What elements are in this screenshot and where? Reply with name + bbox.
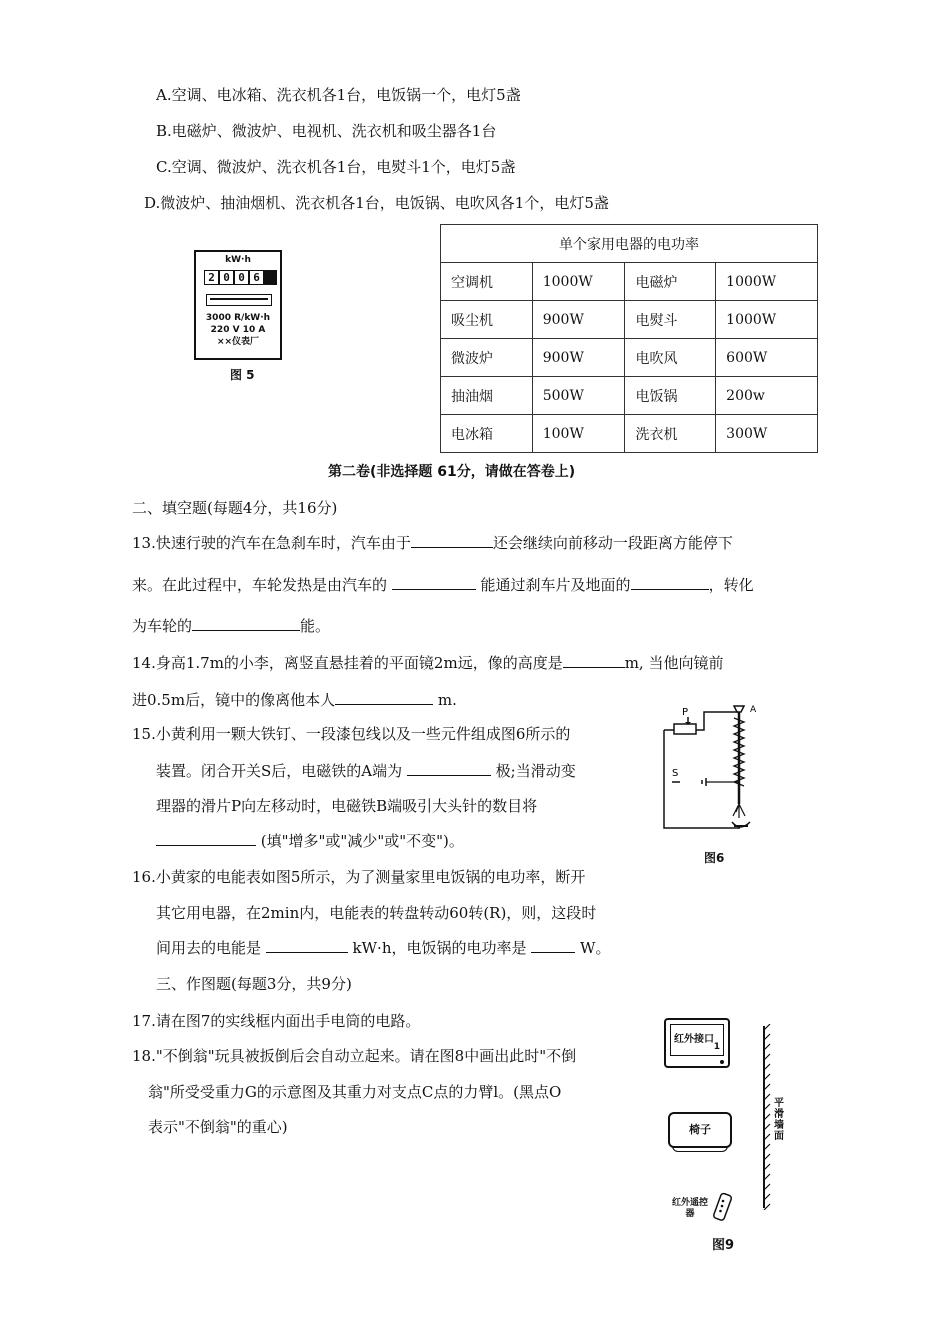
- q13-text: 13.快速行驶的汽车在急刹车时，汽车由于: [132, 534, 411, 552]
- q13-text: ，转化: [708, 576, 754, 594]
- q16-text: W。: [575, 939, 611, 957]
- table-cell: 电磁炉: [625, 263, 716, 301]
- table-cell: 电熨斗: [625, 301, 716, 339]
- q17-text: 17.请在图7的实线框内面出手电筒的电路。: [132, 1012, 421, 1030]
- fig5-meter: [194, 250, 282, 360]
- label-p: P: [682, 707, 689, 718]
- table-cell: 900W: [532, 301, 625, 339]
- answer-blank[interactable]: [266, 938, 348, 953]
- option-d: D.微波炉、抽油烟机、洗衣机各1台，电饭锅、电吹风各1个，电灯5盏: [144, 194, 609, 212]
- q13-text: 来。在此过程中，车轮发热是由汽车的: [132, 576, 392, 594]
- answer-blank[interactable]: [407, 761, 491, 776]
- answer-blank[interactable]: [192, 616, 300, 631]
- q13-line3: [132, 615, 330, 636]
- table-cell: 1000W: [716, 301, 818, 339]
- option-a: A.空调、电冰箱、洗衣机各1台，电饭锅一个，电灯5盏: [156, 86, 521, 104]
- q14-text: 14.身高1.7m的小李，离竖直悬挂着的平面镜2m远，像的高度是: [132, 654, 563, 672]
- q13-line2: [132, 574, 754, 595]
- meter-digits: [204, 270, 277, 285]
- answer-blank[interactable]: [392, 575, 476, 590]
- meter-maker: ××仪表厂: [216, 337, 260, 347]
- answer-blank[interactable]: [335, 690, 433, 705]
- table-cell: 洗衣机: [625, 415, 716, 453]
- meter-specs: [196, 312, 280, 348]
- q16-line1: 16.小黄家的电能表如图5所示，为了测量家里电饭锅的电功率，断开: [132, 868, 586, 886]
- answer-blank[interactable]: [411, 533, 493, 548]
- circuit-wire: [696, 712, 738, 730]
- pins: [733, 804, 745, 818]
- meter-spec-rev: 3000 R/kW·h: [205, 313, 271, 323]
- q15-text: 极;当滑动变: [490, 762, 576, 780]
- tv-number: 1: [713, 1042, 720, 1052]
- q15-line4: [156, 830, 464, 851]
- table-cell: 电冰箱: [441, 415, 533, 453]
- part2-header: 第二卷(非选择题 61分，请做在答卷上): [328, 464, 576, 480]
- label-s: S: [672, 768, 679, 779]
- table-cell: 900W: [532, 339, 625, 377]
- nail-head: [734, 706, 744, 712]
- table-cell: 抽油烟: [441, 377, 533, 415]
- table-cell: 微波炉: [441, 339, 533, 377]
- q15-line1: 15.小黄利用一颗大铁钉、一段漆包线以及一些元件组成图6所示的: [132, 725, 571, 743]
- table-cell: 1000W: [716, 263, 818, 301]
- rheostat: [674, 724, 696, 734]
- chair-label: 椅子: [689, 1123, 711, 1136]
- table-cell: 100W: [532, 415, 625, 453]
- table-cell: 1000W: [532, 263, 625, 301]
- answer-blank[interactable]: [531, 938, 575, 953]
- option-c: C.空调、微波炉、洗衣机各1台，电熨斗1个，电灯5盏: [156, 158, 516, 176]
- remote-label: 红外遥控器: [671, 1198, 708, 1219]
- answer-blank[interactable]: [631, 575, 709, 590]
- table-cell: 吸尘机: [441, 301, 533, 339]
- q15-line3: 理器的滑片P向左移动时，电磁铁B端吸引大头针的数目将: [156, 797, 538, 815]
- table-cell: 600W: [716, 339, 818, 377]
- tv-label: 红外接口: [674, 1034, 714, 1045]
- meter-spec-rating: 220 V 10 A: [210, 325, 266, 335]
- q14-text: 进0.5m后，镜中的像离他本人: [132, 691, 336, 709]
- q13-text: 能通过刹车片及地面的: [475, 576, 631, 594]
- section2-heading: 二、填空题(每题4分，共16分): [132, 499, 338, 517]
- meter-window: [206, 294, 272, 306]
- meter-digit: 0: [219, 270, 234, 285]
- chair-base: [672, 1146, 728, 1152]
- q16-text: kW·h，电饭锅的电功率是: [347, 939, 532, 957]
- table-cell: 300W: [716, 415, 818, 453]
- table-row: [441, 301, 818, 339]
- fig9-chair: [668, 1112, 732, 1148]
- q16-text: 间用去的电能是: [156, 939, 266, 957]
- q15-text: 装置。闭合开关S后，电磁铁的A端为: [156, 762, 407, 780]
- fig6-circuit: [652, 700, 772, 842]
- table-cell: 空调机: [441, 263, 533, 301]
- q14-line2: [132, 689, 457, 710]
- table-cell: 500W: [532, 377, 625, 415]
- power-table-title: 单个家用电器的电功率: [441, 225, 818, 263]
- section3-heading: 三、作图题(每题3分，共9分): [156, 975, 352, 993]
- table-cell: 电吹风: [625, 339, 716, 377]
- coil: [734, 718, 744, 786]
- table-row: [441, 263, 818, 301]
- table-row: [441, 415, 818, 453]
- meter-unit: kW·h: [225, 255, 251, 265]
- q13-line1: [132, 532, 733, 553]
- q18-line1: 18."不倒翁"玩具被扳倒后会自动立起来。请在图8中画出此时"不倒: [132, 1047, 577, 1065]
- label-a: A: [750, 705, 757, 715]
- table-row: [441, 377, 818, 415]
- fig6-caption: 图6: [704, 851, 725, 865]
- q13-text: 能。: [300, 617, 331, 635]
- table-cell: 电饭锅: [625, 377, 716, 415]
- q13-text: 为车轮的: [132, 617, 193, 635]
- q14-text: m, 当他向镜前: [624, 654, 724, 672]
- q15-line2: [156, 760, 576, 781]
- q16-line3: [156, 937, 610, 958]
- q14-text: m.: [433, 691, 457, 709]
- meter-digit: 2: [204, 270, 219, 285]
- table-cell: 200w: [716, 377, 818, 415]
- meter-digit: 6: [249, 270, 264, 285]
- q18-line3: 表示"不倒翁"的重心): [148, 1118, 288, 1136]
- meter-digit: 0: [234, 270, 249, 285]
- circuit-wire: [664, 730, 740, 828]
- remote-icon: [712, 1192, 734, 1224]
- power-table: [440, 224, 818, 453]
- q13-text: 还会继续向前移动一段距离方能停下: [492, 534, 733, 552]
- tv-button-icon: [720, 1060, 724, 1064]
- answer-blank[interactable]: [563, 653, 625, 668]
- fig5-caption: 图 5: [230, 368, 255, 382]
- meter-digit-dark: [264, 270, 277, 285]
- q18-line2: 翁"所受受重力G的示意图及其重力对支点C点的力臂l。(黑点O: [148, 1083, 562, 1101]
- q14-line1: [132, 652, 723, 673]
- answer-blank[interactable]: [156, 831, 256, 846]
- fig9-tv: [664, 1018, 730, 1068]
- table-row: [441, 339, 818, 377]
- q15-text: (填"增多"或"减少"或"不变")。: [256, 832, 464, 850]
- wall-label: 平滑墙面: [774, 1098, 784, 1142]
- q16-line2: 其它用电器，在2min内，电能表的转盘转动60转(R)，则，这段时: [156, 904, 597, 922]
- option-b: B.电磁炉、微波炉、电视机、洗衣机和吸尘器各1台: [156, 122, 497, 140]
- fig9-caption: 图9: [712, 1238, 735, 1253]
